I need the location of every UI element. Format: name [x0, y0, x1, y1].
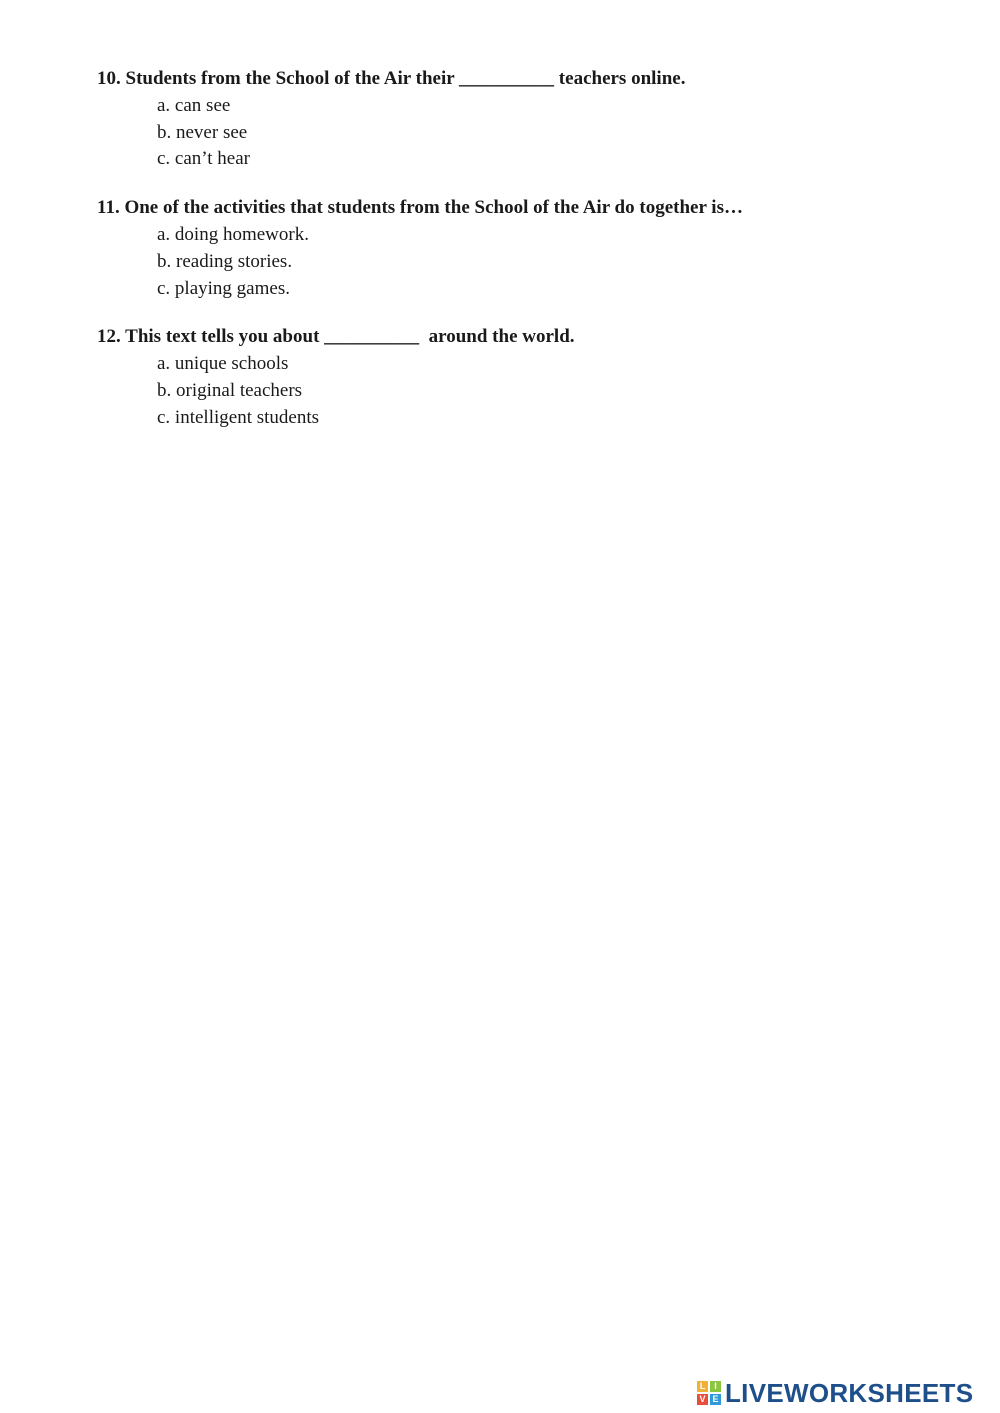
- option-list: [97, 351, 917, 431]
- question-text: 11. One of the activities that students from the School of the Air do together is…: [97, 197, 743, 219]
- question-12: [97, 324, 917, 431]
- option-a: a. unique schools: [157, 353, 289, 375]
- option-b: b. reading stories.: [157, 250, 293, 272]
- question-10: [97, 66, 917, 173]
- option-c: c. can’t hear: [157, 148, 251, 170]
- option-b: b. never see: [157, 121, 248, 143]
- option-list: [97, 93, 917, 173]
- logo-block: E: [710, 1394, 721, 1405]
- option-a: a. can see: [157, 95, 231, 116]
- logo-block: I: [710, 1381, 721, 1392]
- option-list: [97, 222, 917, 302]
- liveworksheets-logo: [697, 1376, 973, 1410]
- option-c: c. playing games.: [157, 277, 290, 299]
- logo-blocks-icon: [697, 1381, 721, 1405]
- logo-text: LIVEWORKSHEETS: [725, 1378, 974, 1408]
- option-c: c. intelligent students: [157, 406, 320, 428]
- logo-block: V: [697, 1394, 708, 1405]
- option-a: a. doing homework.: [157, 224, 309, 246]
- question-11: [97, 195, 917, 302]
- question-text: 10. Students from the School of the Air their __________ teachers online.: [97, 68, 686, 89]
- option-b: b. original teachers: [157, 379, 303, 401]
- worksheet: [97, 66, 917, 453]
- question-text: 12. This text tells you about __________ around the world.: [97, 326, 575, 348]
- logo-block: L: [697, 1381, 708, 1392]
